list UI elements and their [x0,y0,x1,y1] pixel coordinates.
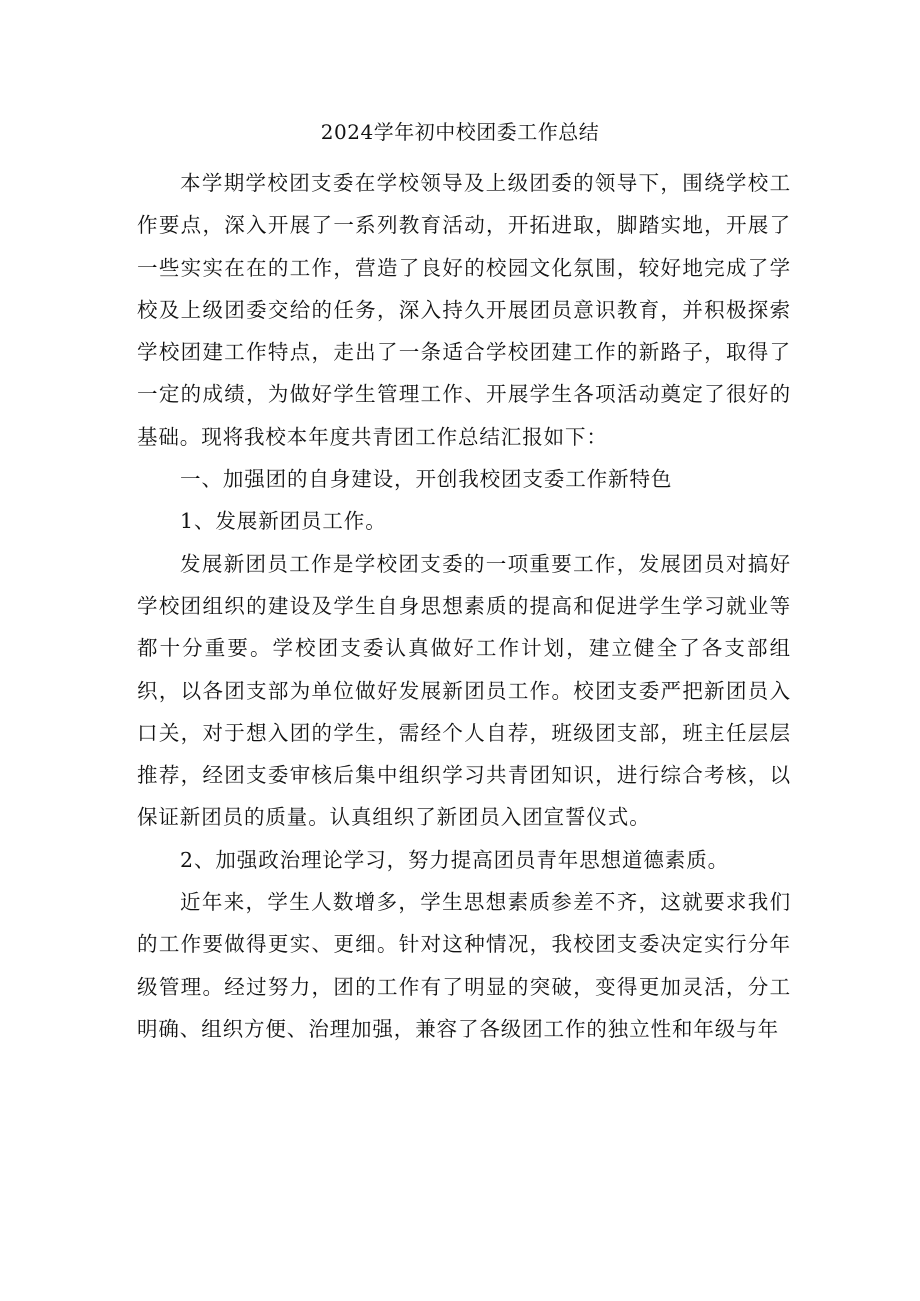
document-title: 2024学年初中校团委工作总结 [320,120,600,144]
subsection-heading-2: 2、加强政治理论学习，努力提高团员青年思想道德素质。 [180,847,729,872]
document-body [137,162,791,1050]
paragraph-new-members: 发展新团员工作是学校团支委的一项重要工作，发展团员对搞好学校团组织的建设及学生自身思想素质的提高和促进学生学习就业等都十分重要。学校团支委认真做好工作计划，建立健全了各支部组织，以各团支部为单位做好发展新团员工作。校团支委严把新团员入口关，对于想入团的学生，需经个人自荐，班级团支部，班主任层层推荐，经团支委审核后集中组织学习共青团知识，进行综合考核，以保证新团员的质量。认真组织了新团员入团宣誓仪式。 [137,551,791,830]
section-heading-1: 一、加强团的自身建设，开创我校团支委工作新特色 [180,467,673,492]
paragraph-political-study: 近年来，学生人数增多，学生思想素质参差不齐，这就要求我们的工作要做得更实、更细。针对这种情况，我校团支委决定实行分年级管理。经过努力，团的工作有了明显的突破，变得更加灵活，分工明确、组织方便、治理加强，兼容了各级团工作的独立性和年级与年 [137,890,791,1041]
subsection-heading-1: 1、发展新团员工作。 [180,509,387,534]
paragraph-intro: 本学期学校团支委在学校领导及上级团委的领导下，围绕学校工作要点，深入开展了一系列教育活动，开拓进取，脚踏实地，开展了一些实实在在的工作，营造了良好的校园文化氛围，较好地完成了学校及上级团委交给的任务，深入持久开展团员意识教育，并积极探索学校团建工作特点，走出了一条适合学校团建工作的新路子，取得了一定的成绩，为做好学生管理工作、开展学生各项活动奠定了很好的基础。现将我校本年度共青团工作总结汇报如下： [137,171,791,449]
